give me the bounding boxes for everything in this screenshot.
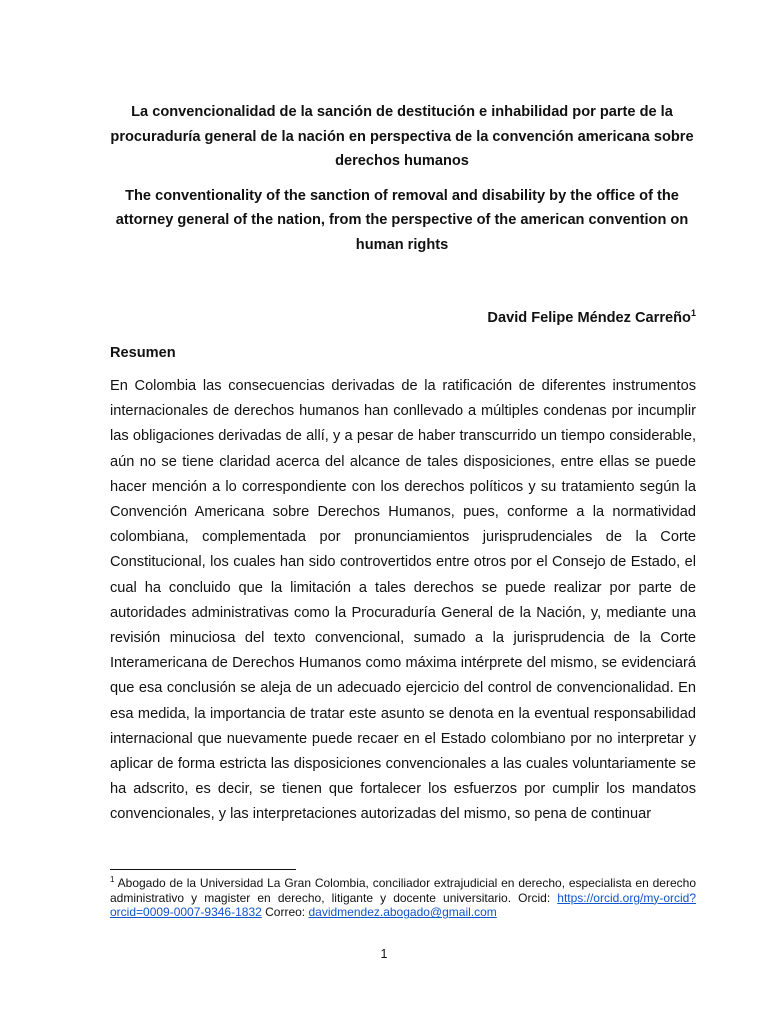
email-link[interactable]: davidmendez.abogado@gmail.com — [308, 905, 497, 920]
abstract-body: En Colombia las consecuencias derivadas de la ratificación de diferentes instrumentos internacionales de derechos humanos han conllevado a múltiples condenas por incumplir las obligaciones derivadas de allí, y a pesar de haber transcurrido un tiempo considerable, aún no se tiene claridad acerca del alcance de tales disposiciones, entre ellas se puede hacer mención a lo correspondiente con los derechos políticos y su tratamiento según la Convención Americana sobre Derechos Humanos, pues, conforme a la normatividad colombiana, complementada por pronunciamientos jurisprudenciales de la Corte Constitucional, los cuales han sido controvertidos entre otros por el Consejo de Estado, el cual ha concluido que la limitación a tales derechos se puede realizar por parte de autoridades administrativas como la Procuraduría General de la Nación, y, mediante una revisión minuciosa del texto convencional, sumado a la jurisprudencia de la Corte Interamericana de Derechos Humanos como máxima intérprete del mismo, se evidenciará que esa conclusión se aleja de un adecuado ejercicio del control de convencionalidad. En esa medida, la importancia de tratar este asunto se denota en la eventual responsabilidad internacional que nuevamente puede recaer en el Estado colombiano por no interpretar y aplicar de forma estricta las disposiciones convencionales a las cuales voluntariamente se ha adscrito, es decir, se tienen que fortalecer los esfuerzos por cumplir los mandatos convencionales, y las interpretaciones autorizadas del mismo, so pena de continuar — [110, 378, 696, 823]
orcid-link[interactable]: https://orcid.org/my-orcid?orcid=0009-0007-9346-1832 — [110, 890, 696, 920]
author-name: David Felipe Méndez Carreño — [487, 310, 691, 326]
author-line — [487, 308, 696, 328]
abstract-heading: Resumen — [110, 345, 176, 361]
page-number: 1 — [380, 947, 388, 961]
footnote-separator — [110, 869, 296, 870]
footnote-marker: 1 — [110, 875, 115, 884]
author-footnote-marker: 1 — [690, 308, 696, 319]
title-block — [108, 100, 696, 257]
footnote-text: Abogado de la Universidad La Gran Colombia, conciliador extrajudicial en derecho, especialista en derecho administrativo y magister en derecho, litigante y docente universitario. Orcid: — [110, 876, 696, 905]
footnote — [110, 876, 696, 920]
email-label: Correo: — [261, 905, 309, 920]
title-english: The conventionality of the sanction of removal and disability by the office of the attorney general of the nation, from the perspective of the american convention on human rights — [115, 187, 689, 253]
title-spanish: La convencionalidad de la sanción de destitución e inhabilidad por parte de la procuraduría general de la nación en perspectiva de la convención americana sobre derechos humanos — [110, 104, 694, 169]
